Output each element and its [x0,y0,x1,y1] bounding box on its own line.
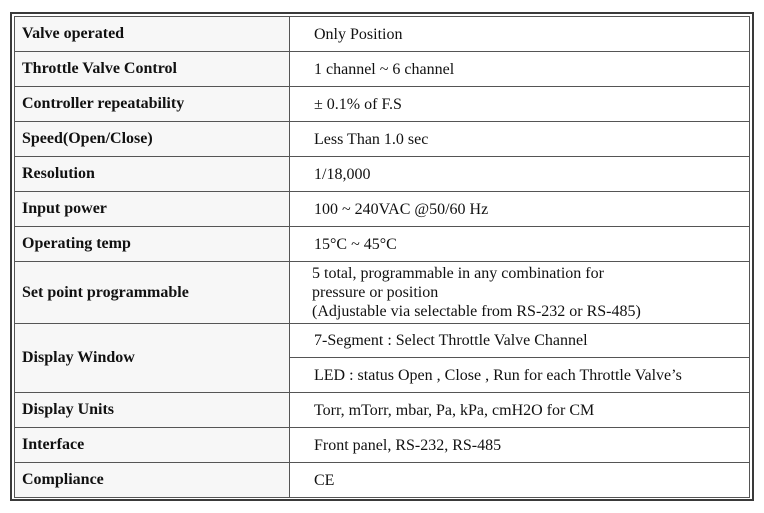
row-label: Display Units [15,393,290,428]
row-label: Controller repeatability [15,87,290,122]
row-value: 1/18,000 [290,157,750,192]
table-row [15,17,750,52]
row-label: Set point programmable [15,262,290,324]
row-value [290,262,750,324]
table-row [15,324,750,358]
row-value: 7-Segment : Select Throttle Valve Channel [290,324,750,358]
table-row [15,87,750,122]
table-row [15,463,750,498]
row-value: LED : status Open , Close , Run for each Throttle Valve’s [290,358,750,393]
table-row [15,157,750,192]
value-line: (Adjustable via selectable from RS-232 or RS-485) [312,303,641,320]
table-row [15,393,750,428]
row-value: Torr, mTorr, mbar, Pa, kPa, cmH2O for CM [290,393,750,428]
row-value: CE [290,463,750,498]
row-label: Valve operated [15,17,290,52]
table-row [15,227,750,262]
table-row [15,428,750,463]
spec-table [14,16,750,498]
table-row [15,122,750,157]
row-value: ± 0.1% of F.S [290,87,750,122]
row-value: 1 channel ~ 6 channel [290,52,750,87]
row-label: Interface [15,428,290,463]
row-value: Only Position [290,17,750,52]
value-line: pressure or position [312,284,439,301]
row-label: Throttle Valve Control [15,52,290,87]
row-label: Operating temp [15,227,290,262]
row-label: Compliance [15,463,290,498]
spec-table-frame [10,12,754,501]
row-label: Display Window [15,324,290,393]
row-label: Resolution [15,157,290,192]
table-row [15,262,750,324]
row-value: 100 ~ 240VAC @50/60 Hz [290,192,750,227]
row-label: Speed(Open/Close) [15,122,290,157]
row-value: Front panel, RS-232, RS-485 [290,428,750,463]
row-label: Input power [15,192,290,227]
table-row [15,192,750,227]
row-value: 15°C ~ 45°C [290,227,750,262]
value-line: 5 total, programmable in any combination for [312,265,604,282]
row-value: Less Than 1.0 sec [290,122,750,157]
table-row [15,52,750,87]
